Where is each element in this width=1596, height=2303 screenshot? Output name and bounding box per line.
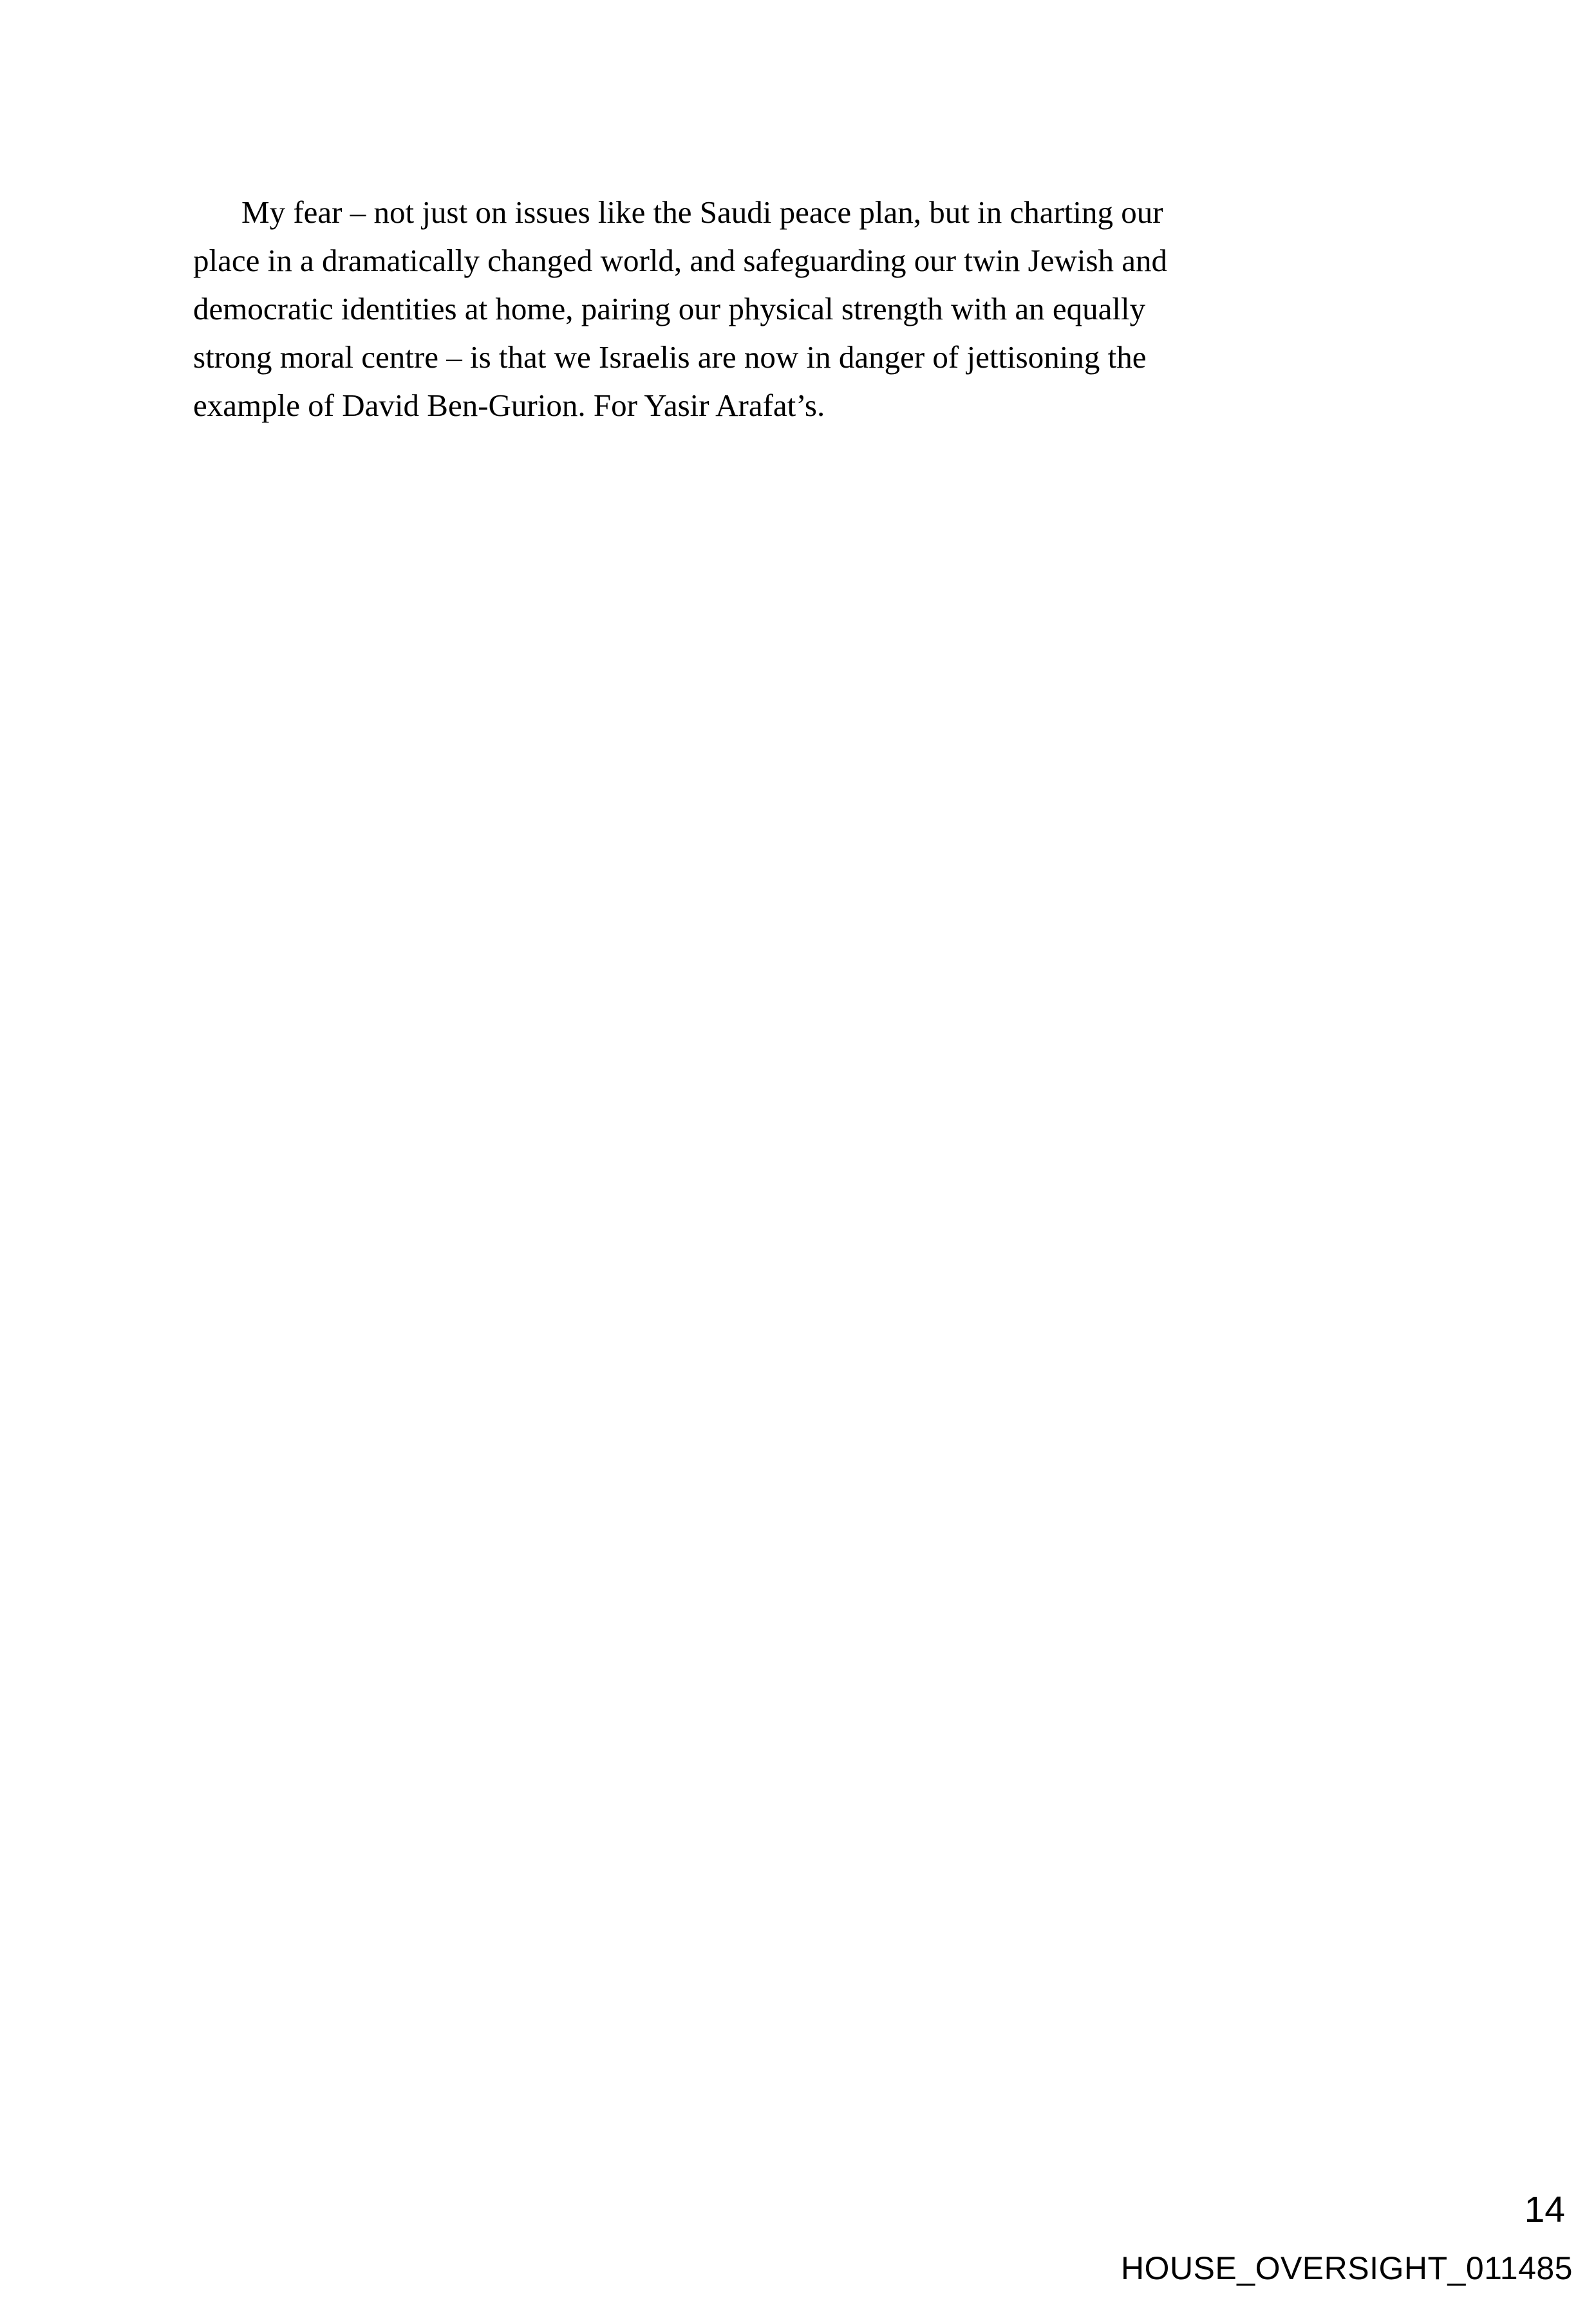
paragraph-line-4: strong moral centre – is that we Israelis are now in danger of jettisoning the — [193, 339, 1147, 375]
body-paragraph — [193, 188, 1455, 429]
paragraph-line-3: democratic identities at home, pairing our physical strength with an equally — [193, 291, 1146, 326]
paragraph-line-2: place in a dramatically changed world, and safeguarding our twin Jewish and — [193, 243, 1168, 278]
paragraph-line-1: My fear – not just on issues like the Saudi peace plan, but in charting our — [241, 194, 1163, 230]
bates-stamp: HOUSE_OVERSIGHT_011485 — [1120, 2250, 1573, 2286]
paragraph-line-5: example of David Ben-Gurion. For Yasir Arafat’s. — [193, 388, 825, 423]
page-number: 14 — [1524, 2189, 1565, 2230]
